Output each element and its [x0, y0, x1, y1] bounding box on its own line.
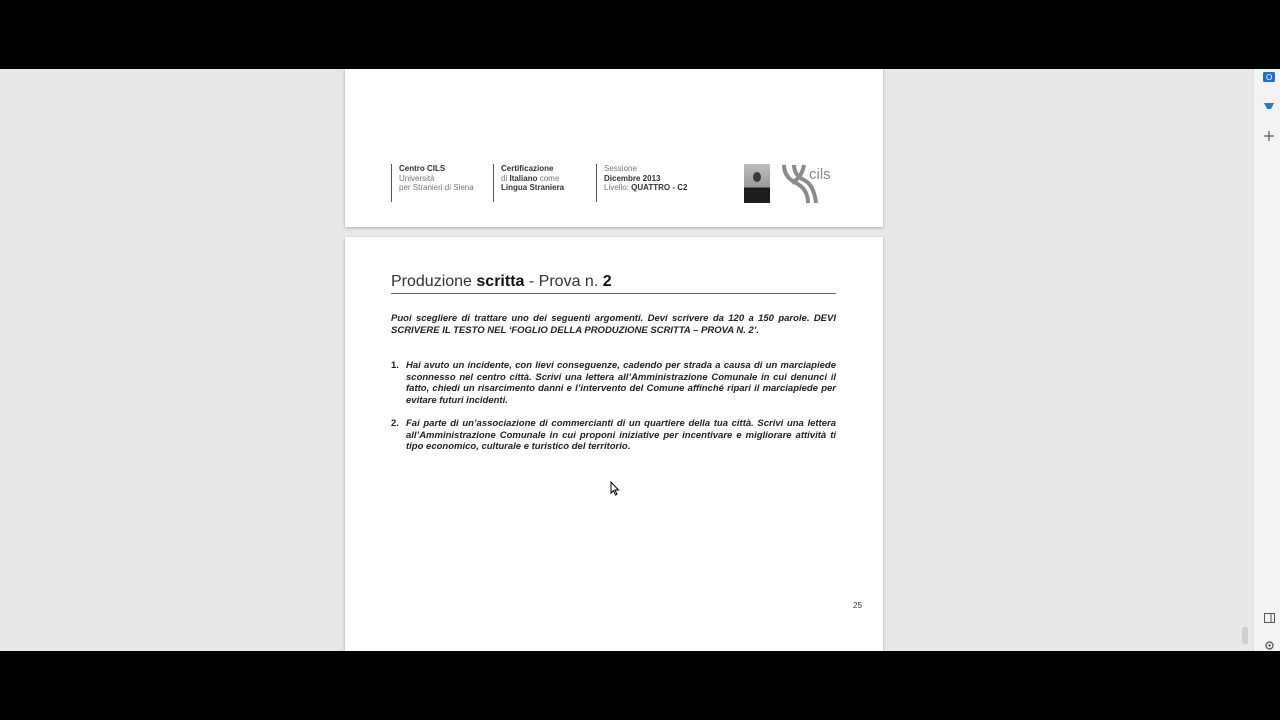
page-25 — [345, 237, 883, 651]
right-sidebar — [1253, 69, 1280, 651]
plus-icon[interactable] — [1262, 129, 1276, 143]
outlook-icon[interactable] — [1262, 70, 1276, 84]
settings-icon[interactable] — [1262, 638, 1276, 652]
download-icon[interactable] — [1262, 99, 1276, 113]
header-certificazione: Certificazione di Italiano come Lingua Straniera — [493, 164, 591, 202]
page-24 — [345, 69, 883, 227]
mouse-cursor-icon — [610, 481, 620, 496]
topic-list — [391, 360, 836, 465]
header-centro-cils: Centro CILS Università per Stranieri di Siena — [391, 164, 489, 202]
page-number: 25 — [853, 601, 862, 610]
cils-logo-text: cils — [809, 166, 831, 183]
instructions: Puoi scegliere di trattare uno dei seguenti argomenti. Devi scrivere da 120 a 150 parole. DEVI SCRIVERE IL TESTO NEL ‘FOGLIO DELLA PRODUZIONE SCRITTA – PROVA N. 2’. — [391, 313, 836, 336]
scrollbar-thumb[interactable] — [1242, 627, 1248, 644]
sidebar-icon[interactable] — [1262, 611, 1276, 625]
section-title: Produzione scritta - Prova n. 2 — [391, 273, 836, 294]
list-item: 1. Hai avuto un incidente, con lievi conseguenze, cadendo per strada a causa di un marciapiede sconnesso nel centro città. Scrivi una lettera all’Amministrazione Comunale in cui denunci il fatto, chiedi un risarcimento danni e l’intervento del Comune affinché ripari il marciapiede per evitare futuri incidenti. — [391, 360, 836, 406]
header-photo — [744, 164, 770, 203]
header-sessione: Sessione Dicembre 2013 Livello: QUATTRO - C2 — [596, 164, 704, 202]
document-viewer[interactable] — [0, 69, 1280, 651]
list-item: 2. Fai parte di un’associazione di commercianti di un quartiere della tua città. Scrivi una lettera all’Amministrazione Comunale in cui proponi iniziative per incentivare e migliorare attività ti tipo economico, culturale e turistico del territorio. — [391, 418, 836, 452]
svg-text:O: O — [1266, 73, 1273, 82]
